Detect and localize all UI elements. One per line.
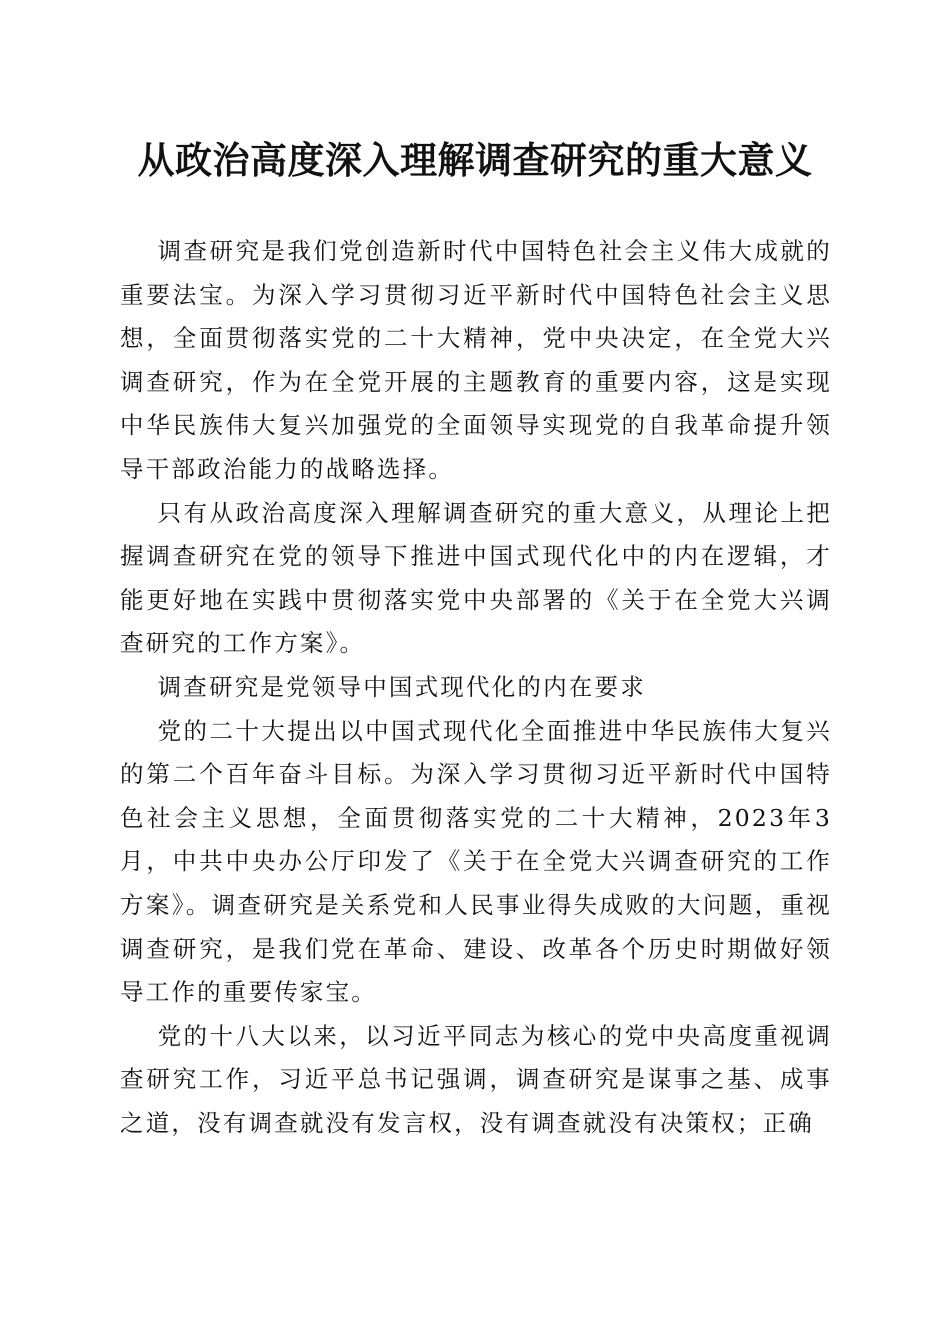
paragraph-modernization: 党的二十大提出以中国式现代化全面推进中华民族伟大复兴的第二个百年奋斗目标。为深入学习贯彻习近平新时代中国特色社会主义思想，全面贯彻落实党的二十大精神，2023年3月，中共中央办公厅印发了《关于在全党大兴调查研究的工作方案》。调查研究是关系党和人民事业得失成败的大问题，重视调查研究，是我们党在革命、建设、改革各个历史时期做好领导工作的重要传家宝。 (120, 716, 832, 1007)
paragraph-eighteenth-congress: 党的十八大以来，以习近平同志为核心的党中央高度重视调查研究工作，习近平总书记强调，调查研究是谋事之基、成事之道，没有调查就没有发言权，没有调查就没有决策权；正确 (120, 1021, 832, 1137)
section-heading: 调查研究是党领导中国式现代化的内在要求 (157, 672, 646, 701)
document-title: 从政治高度深入理解调查研究的重大意义 (137, 138, 813, 182)
paragraph-intro: 调查研究是我们党创造新时代中国特色社会主义伟大成就的重要法宝。为深入学习贯彻习近平新时代中国特色社会主义思想，全面贯彻落实党的二十大精神，党中央决定，在全党大兴调查研究，作为在全党开展的主题教育的重要内容，这是实现中华民族伟大复兴加强党的全面领导实现党的自我革命提升领导干部政治能力的战略选择。 (120, 237, 832, 483)
paragraph-significance: 只有从政治高度深入理解调查研究的重大意义，从理论上把握调查研究在党的领导下推进中国式现代化中的内在逻辑，才能更好地在实践中贯彻落实党中央部署的《关于在全党大兴调查研究的工作方案》。 (120, 498, 832, 658)
document-body (120, 230, 832, 1145)
